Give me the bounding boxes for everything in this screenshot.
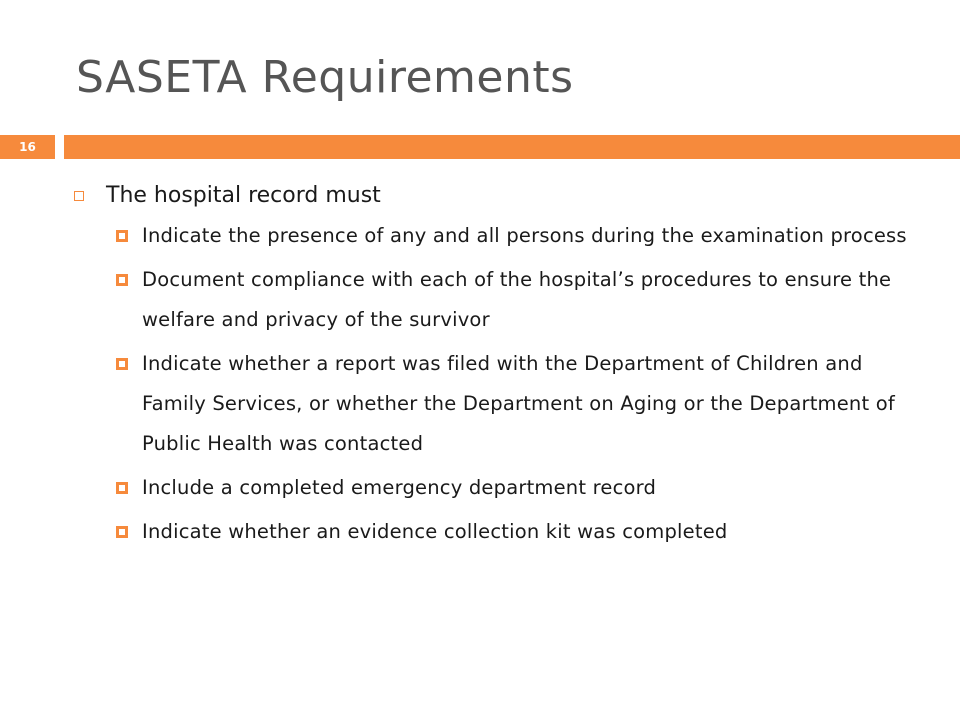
slide-content [74, 180, 934, 556]
bullet-item [116, 344, 934, 464]
square-bullet-icon [116, 358, 128, 370]
bullet-item [116, 216, 934, 256]
bullet-item-text: Indicate whether a report was filed with the Department of Children and Family Services, or whether the Department on Aging or the Department of Public Health was contacted [142, 352, 895, 455]
slide-title: SASETA Requirements [76, 52, 574, 103]
bullet-item-text: Indicate the presence of any and all persons during the examination process [142, 224, 907, 247]
slide-number-badge: 16 [0, 135, 55, 159]
square-bullet-icon [116, 482, 128, 494]
square-bullet-icon [116, 274, 128, 286]
bullet-item [116, 512, 934, 552]
bullet-item [116, 468, 934, 508]
hollow-square-bullet-icon [74, 191, 84, 201]
square-bullet-icon [116, 526, 128, 538]
accent-bar [64, 135, 960, 159]
bullet-heading: The hospital record must [106, 183, 381, 208]
bullet-item [116, 260, 934, 340]
bullet-level1 [74, 180, 934, 212]
bullet-item-text: Document compliance with each of the hospital’s procedures to ensure the welfare and privacy of the survivor [142, 268, 892, 331]
square-bullet-icon [116, 230, 128, 242]
bullet-item-text: Indicate whether an evidence collection kit was completed [142, 520, 728, 543]
bullet-item-text: Include a completed emergency department record [142, 476, 657, 499]
